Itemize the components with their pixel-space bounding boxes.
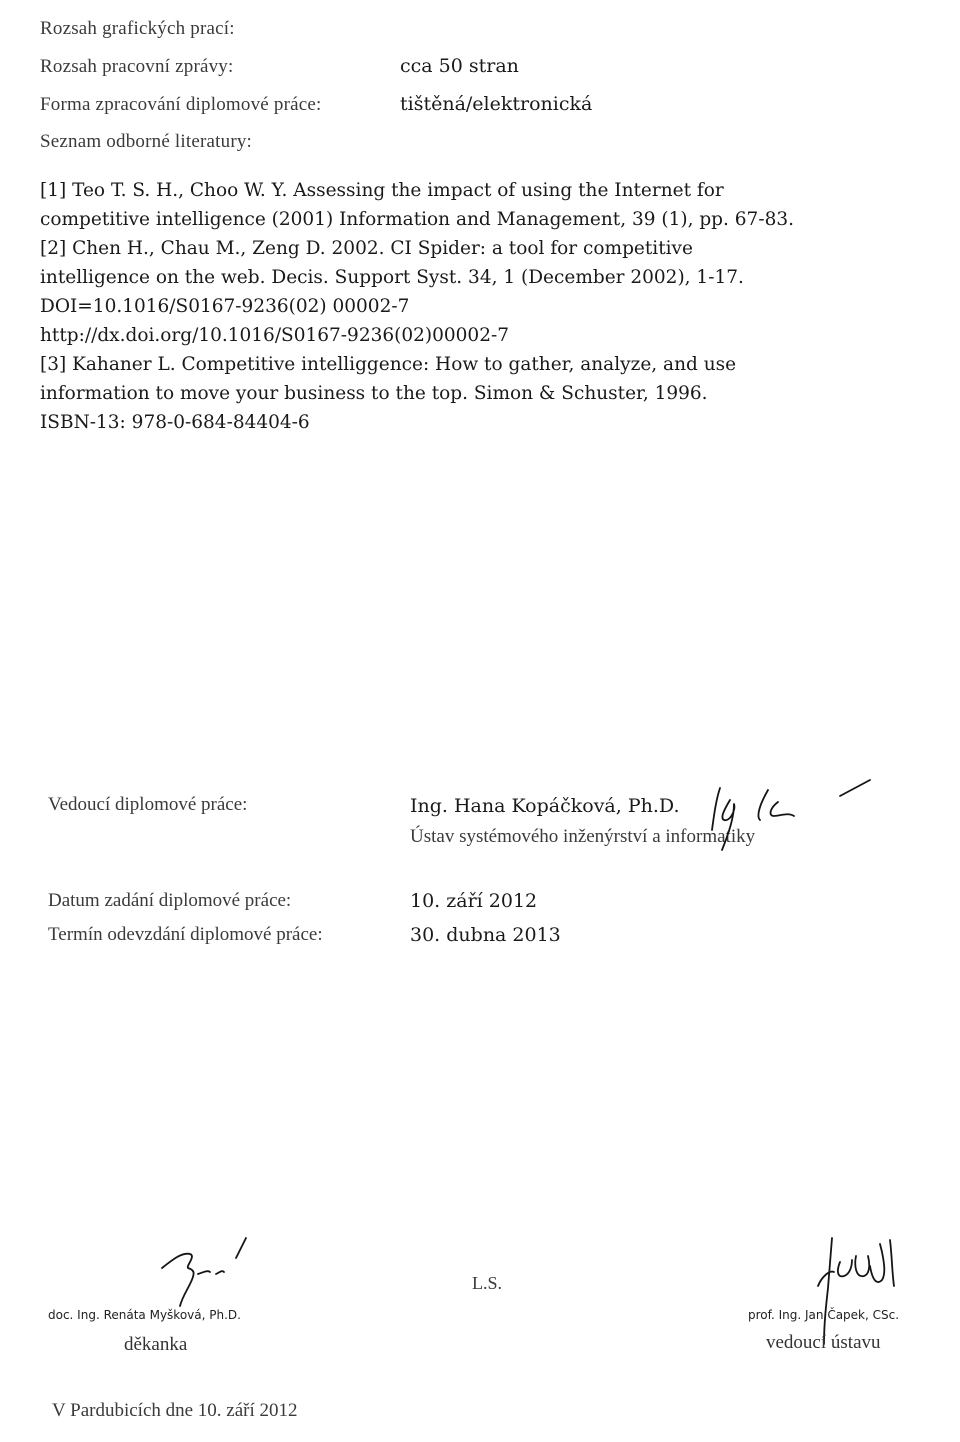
reference-line: competitive intelligence (2001) Information and Management, 39 (1), pp. 67-83. (40, 209, 795, 230)
thesis-form-value: tištěná/elektronická (400, 93, 593, 115)
assigned-date-value: 10. září 2012 (410, 890, 538, 912)
head-signature (800, 1226, 920, 1346)
head-role: vedoucí ústavu (766, 1332, 881, 1353)
reference-list (40, 176, 920, 437)
reference-line: intelligence on the web. Decis. Support Syst. 34, 1 (December 2002), 1-17. (40, 267, 744, 288)
head-name: prof. Ing. Jan Čapek, CSc. (748, 1308, 900, 1322)
reference-line: DOI=10.1016/S0167-9236(02) 00002-7 (40, 296, 410, 317)
graphics-scope-label: Rozsah grafických prací: (40, 18, 235, 39)
place-date: V Pardubicích dne 10. září 2012 (52, 1400, 298, 1421)
thesis-form-label: Forma zpracování diplomové práce: (40, 94, 322, 115)
seal-mark: L.S. (472, 1273, 503, 1293)
reference-line: [1] Teo T. S. H., Choo W. Y. Assessing the impact of using the Internet for (40, 180, 724, 201)
supervisor-label: Vedoucí diplomové práce: (48, 794, 248, 815)
dean-signature (160, 1232, 280, 1312)
assigned-date-label: Datum zadání diplomové práce: (48, 890, 292, 911)
supervisor-department: Ústav systémového inženýrství a informatiky (410, 826, 756, 847)
reference-line: ISBN-13: 978-0-684-84404-6 (40, 412, 310, 433)
supervisor-signature (690, 760, 890, 870)
reference-line: http://dx.doi.org/10.1016/S0167-9236(02)00002-7 (40, 325, 509, 346)
report-scope-label: Rozsah pracovní zprávy: (40, 56, 234, 77)
reference-line: [2] Chen H., Chau M., Zeng D. 2002. CI Spider: a tool for competitive (40, 238, 693, 259)
reference-line: information to move your business to the top. Simon & Schuster, 1996. (40, 383, 708, 404)
supervisor-name: Ing. Hana Kopáčková, Ph.D. (410, 795, 680, 817)
due-date-value: 30. dubna 2013 (410, 924, 561, 946)
literature-list-label: Seznam odborné literatury: (40, 131, 253, 152)
dean-name: doc. Ing. Renáta Myšková, Ph.D. (48, 1308, 241, 1322)
due-date-label: Termín odevzdání diplomové práce: (48, 924, 323, 945)
report-scope-value: cca 50 stran (400, 55, 519, 77)
reference-line: [3] Kahaner L. Competitive intelliggence: How to gather, analyze, and use (40, 354, 737, 375)
dean-role: děkanka (124, 1334, 188, 1355)
